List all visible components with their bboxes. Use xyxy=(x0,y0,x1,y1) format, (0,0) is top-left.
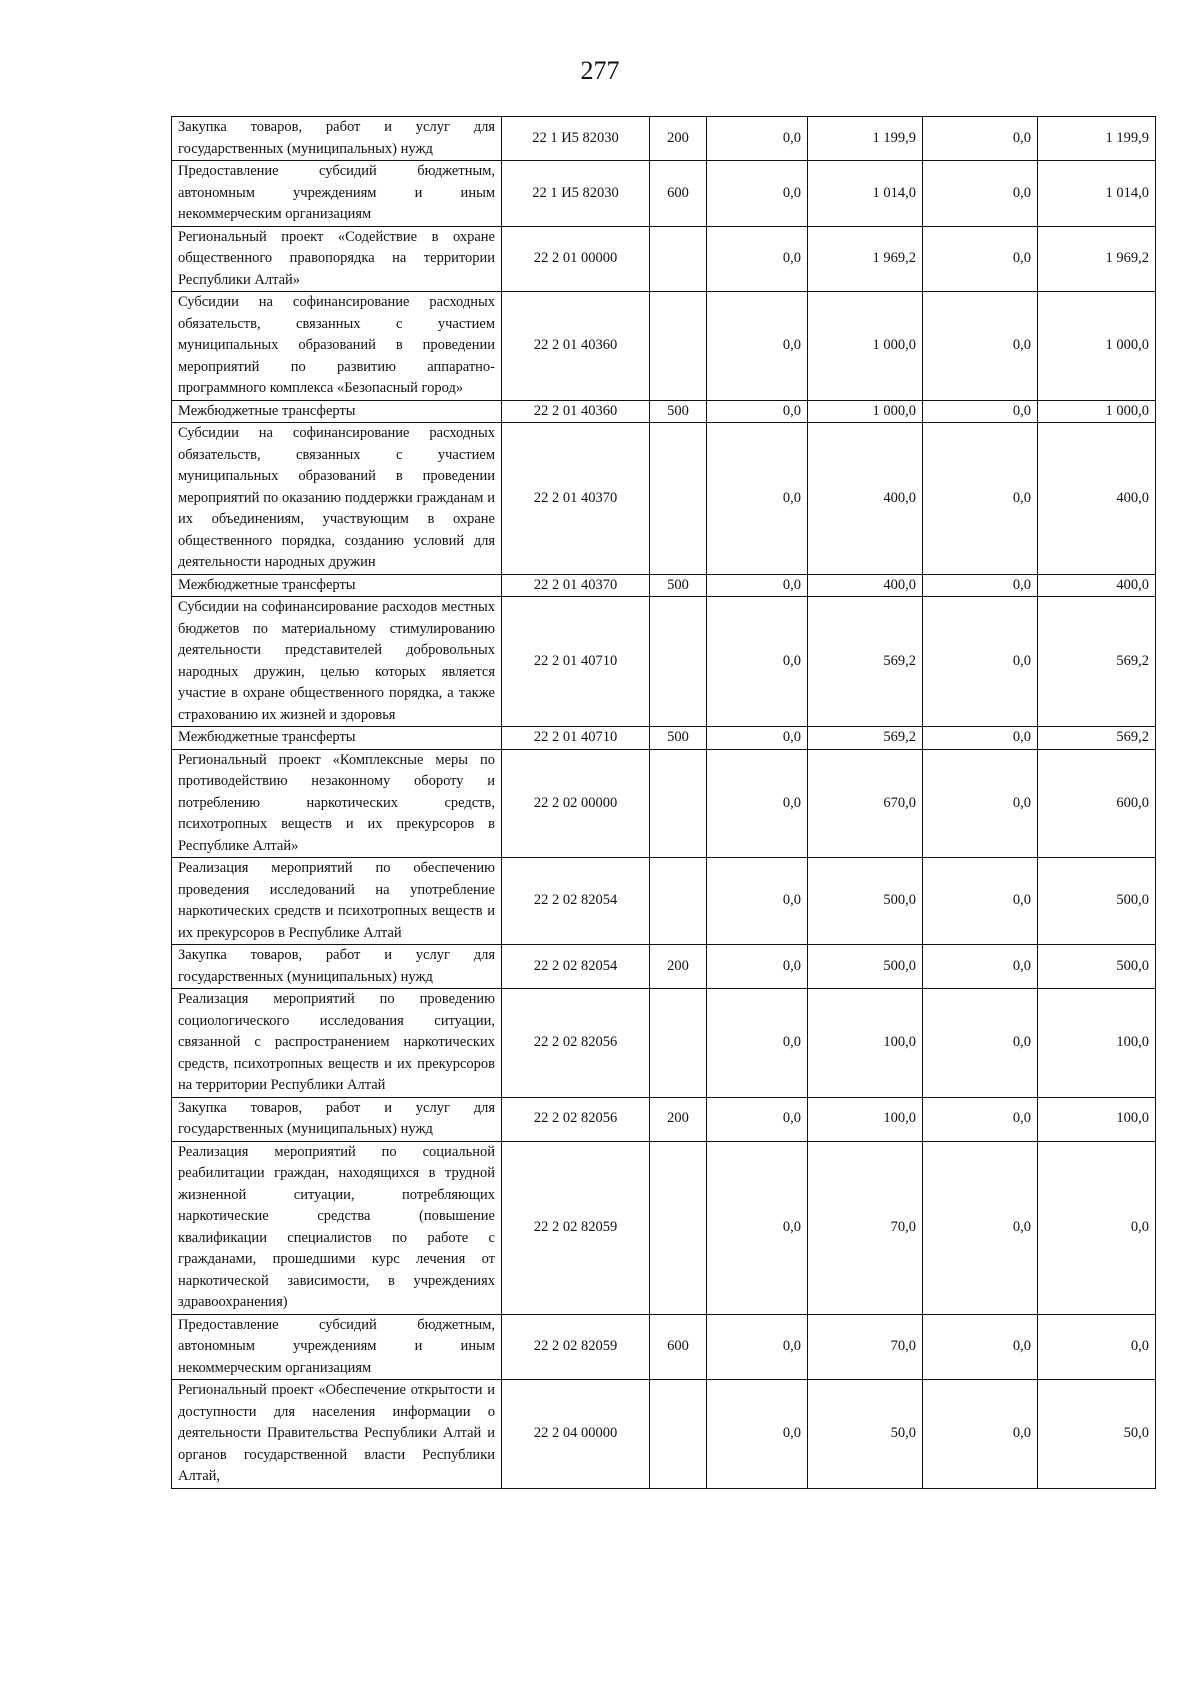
row-value-1-cell: 0,0 xyxy=(707,423,808,575)
row-value-4-cell: 1 199,9 xyxy=(1038,117,1156,161)
row-name-cell: Субсидии на софинансирование расходных обязательств, связанных с участием муниципальных образований в проведении мероприятий по развитию аппаратно-программного комплекса «Безопасный город» xyxy=(172,292,502,401)
row-value-4-cell: 1 000,0 xyxy=(1038,400,1156,423)
table-row xyxy=(172,1097,1156,1141)
row-value-1-cell: 0,0 xyxy=(707,945,808,989)
row-value-2-cell: 100,0 xyxy=(808,989,923,1098)
row-code-cell: 22 2 01 40360 xyxy=(502,292,650,401)
row-code-cell: 22 2 04 00000 xyxy=(502,1380,650,1489)
table-row xyxy=(172,749,1156,858)
row-expense-type-cell xyxy=(650,292,707,401)
row-value-2-cell: 1 000,0 xyxy=(808,292,923,401)
row-value-2-cell: 400,0 xyxy=(808,574,923,597)
row-value-2-cell: 1 969,2 xyxy=(808,226,923,292)
row-value-4-cell: 1 014,0 xyxy=(1038,161,1156,227)
row-value-4-cell: 400,0 xyxy=(1038,574,1156,597)
row-value-2-cell: 569,2 xyxy=(808,597,923,727)
row-value-3-cell: 0,0 xyxy=(923,117,1038,161)
table-row xyxy=(172,400,1156,423)
row-expense-type-cell xyxy=(650,1141,707,1314)
row-name-cell: Субсидии на софинансирование расходных обязательств, связанных с участием муниципальных образований в проведении мероприятий по оказанию поддержки гражданам и их объединениям, участвующим в охране общественного порядка, созданию условий для деятельности народных дружин xyxy=(172,423,502,575)
row-value-4-cell: 0,0 xyxy=(1038,1314,1156,1380)
row-value-1-cell: 0,0 xyxy=(707,858,808,945)
row-code-cell: 22 1 И5 82030 xyxy=(502,117,650,161)
row-value-3-cell: 0,0 xyxy=(923,292,1038,401)
budget-table xyxy=(171,116,1156,1489)
row-expense-type-cell xyxy=(650,858,707,945)
row-code-cell: 22 2 01 40710 xyxy=(502,597,650,727)
row-value-1-cell: 0,0 xyxy=(707,117,808,161)
row-value-3-cell: 0,0 xyxy=(923,727,1038,750)
row-value-3-cell: 0,0 xyxy=(923,945,1038,989)
row-expense-type-cell xyxy=(650,423,707,575)
row-value-3-cell: 0,0 xyxy=(923,749,1038,858)
table-row xyxy=(172,117,1156,161)
row-value-4-cell: 600,0 xyxy=(1038,749,1156,858)
row-name-cell: Субсидии на софинансирование расходов местных бюджетов по материальному стимулированию деятельности представителей добровольных народных дружин, целью которых является участие в охране общественного порядка, а также страхованию их жизней и здоровья xyxy=(172,597,502,727)
row-name-cell: Межбюджетные трансферты xyxy=(172,400,502,423)
row-code-cell: 22 2 02 82056 xyxy=(502,989,650,1098)
row-value-1-cell: 0,0 xyxy=(707,1097,808,1141)
row-expense-type-cell xyxy=(650,226,707,292)
row-value-2-cell: 100,0 xyxy=(808,1097,923,1141)
row-code-cell: 22 2 01 00000 xyxy=(502,226,650,292)
row-value-2-cell: 1 014,0 xyxy=(808,161,923,227)
table-row xyxy=(172,597,1156,727)
row-value-4-cell: 569,2 xyxy=(1038,597,1156,727)
row-value-1-cell: 0,0 xyxy=(707,574,808,597)
row-value-1-cell: 0,0 xyxy=(707,400,808,423)
row-name-cell: Межбюджетные трансферты xyxy=(172,574,502,597)
page-number: 277 xyxy=(580,56,620,85)
row-value-2-cell: 670,0 xyxy=(808,749,923,858)
table-row xyxy=(172,1380,1156,1489)
table-row xyxy=(172,226,1156,292)
row-expense-type-cell xyxy=(650,1380,707,1489)
row-value-3-cell: 0,0 xyxy=(923,161,1038,227)
row-value-4-cell: 569,2 xyxy=(1038,727,1156,750)
row-name-cell: Предоставление субсидий бюджетным, автономным учреждениям и иным некоммерческим организациям xyxy=(172,1314,502,1380)
row-value-1-cell: 0,0 xyxy=(707,597,808,727)
row-value-2-cell: 70,0 xyxy=(808,1314,923,1380)
row-name-cell: Региональный проект «Комплексные меры по противодействию незаконному обороту и потреблению наркотических средств, психотропных веществ и их прекурсоров в Республике Алтай» xyxy=(172,749,502,858)
row-code-cell: 22 2 02 82059 xyxy=(502,1141,650,1314)
table-row xyxy=(172,423,1156,575)
row-value-3-cell: 0,0 xyxy=(923,1380,1038,1489)
row-expense-type-cell: 200 xyxy=(650,117,707,161)
row-expense-type-cell: 200 xyxy=(650,945,707,989)
row-value-3-cell: 0,0 xyxy=(923,400,1038,423)
row-expense-type-cell: 500 xyxy=(650,574,707,597)
row-value-1-cell: 0,0 xyxy=(707,292,808,401)
row-value-4-cell: 1 000,0 xyxy=(1038,292,1156,401)
table-row xyxy=(172,945,1156,989)
row-name-cell: Закупка товаров, работ и услуг для государственных (муниципальных) нужд xyxy=(172,945,502,989)
row-value-1-cell: 0,0 xyxy=(707,226,808,292)
row-code-cell: 22 2 02 82056 xyxy=(502,1097,650,1141)
row-name-cell: Предоставление субсидий бюджетным, автономным учреждениям и иным некоммерческим организациям xyxy=(172,161,502,227)
row-expense-type-cell xyxy=(650,597,707,727)
row-code-cell: 22 2 02 00000 xyxy=(502,749,650,858)
row-name-cell: Межбюджетные трансферты xyxy=(172,727,502,750)
row-code-cell: 22 2 01 40710 xyxy=(502,727,650,750)
row-name-cell: Региональный проект «Содействие в охране общественного правопорядка на территории Республики Алтай» xyxy=(172,226,502,292)
row-code-cell: 22 1 И5 82030 xyxy=(502,161,650,227)
row-value-1-cell: 0,0 xyxy=(707,1141,808,1314)
row-value-2-cell: 50,0 xyxy=(808,1380,923,1489)
table-row xyxy=(172,1141,1156,1314)
row-value-4-cell: 1 969,2 xyxy=(1038,226,1156,292)
row-value-3-cell: 0,0 xyxy=(923,1097,1038,1141)
row-code-cell: 22 2 01 40370 xyxy=(502,574,650,597)
row-value-3-cell: 0,0 xyxy=(923,226,1038,292)
table-row xyxy=(172,292,1156,401)
row-value-2-cell: 1 000,0 xyxy=(808,400,923,423)
row-code-cell: 22 2 02 82054 xyxy=(502,858,650,945)
row-value-3-cell: 0,0 xyxy=(923,989,1038,1098)
row-value-2-cell: 1 199,9 xyxy=(808,117,923,161)
row-expense-type-cell xyxy=(650,749,707,858)
row-value-2-cell: 70,0 xyxy=(808,1141,923,1314)
row-name-cell: Закупка товаров, работ и услуг для государственных (муниципальных) нужд xyxy=(172,1097,502,1141)
row-value-3-cell: 0,0 xyxy=(923,1314,1038,1380)
row-value-1-cell: 0,0 xyxy=(707,1314,808,1380)
row-value-1-cell: 0,0 xyxy=(707,1380,808,1489)
table-row xyxy=(172,574,1156,597)
table-row xyxy=(172,161,1156,227)
row-value-3-cell: 0,0 xyxy=(923,423,1038,575)
row-name-cell: Региональный проект «Обеспечение открытости и доступности для населения информации о деятельности Правительства Республики Алтай и органов государственной власти Республики Алтай, xyxy=(172,1380,502,1489)
row-value-1-cell: 0,0 xyxy=(707,727,808,750)
row-code-cell: 22 2 02 82059 xyxy=(502,1314,650,1380)
row-value-4-cell: 500,0 xyxy=(1038,945,1156,989)
row-name-cell: Закупка товаров, работ и услуг для государственных (муниципальных) нужд xyxy=(172,117,502,161)
row-value-1-cell: 0,0 xyxy=(707,989,808,1098)
row-expense-type-cell: 600 xyxy=(650,1314,707,1380)
row-value-4-cell: 100,0 xyxy=(1038,989,1156,1098)
table-row xyxy=(172,727,1156,750)
row-value-4-cell: 100,0 xyxy=(1038,1097,1156,1141)
row-expense-type-cell xyxy=(650,989,707,1098)
row-value-1-cell: 0,0 xyxy=(707,161,808,227)
table-row xyxy=(172,858,1156,945)
row-value-4-cell: 500,0 xyxy=(1038,858,1156,945)
row-expense-type-cell: 500 xyxy=(650,400,707,423)
row-expense-type-cell: 600 xyxy=(650,161,707,227)
row-value-3-cell: 0,0 xyxy=(923,858,1038,945)
row-value-1-cell: 0,0 xyxy=(707,749,808,858)
row-value-3-cell: 0,0 xyxy=(923,597,1038,727)
row-code-cell: 22 2 01 40360 xyxy=(502,400,650,423)
row-expense-type-cell: 500 xyxy=(650,727,707,750)
row-code-cell: 22 2 02 82054 xyxy=(502,945,650,989)
row-value-3-cell: 0,0 xyxy=(923,1141,1038,1314)
row-value-2-cell: 500,0 xyxy=(808,945,923,989)
row-value-4-cell: 50,0 xyxy=(1038,1380,1156,1489)
budget-table-body xyxy=(172,117,1156,1489)
row-value-4-cell: 0,0 xyxy=(1038,1141,1156,1314)
row-value-4-cell: 400,0 xyxy=(1038,423,1156,575)
row-name-cell: Реализация мероприятий по обеспечению проведения исследований на употребление наркотических средств и психотропных веществ и их прекурсоров в Республике Алтай xyxy=(172,858,502,945)
row-name-cell: Реализация мероприятий по социальной реабилитации граждан, находящихся в трудной жизненной ситуации, потребляющих наркотические средства (повышение квалификации специалистов по работе с гражданами, прошедшими курс лечения от наркотической зависимости, в учреждениях здравоохранения) xyxy=(172,1141,502,1314)
table-row xyxy=(172,1314,1156,1380)
table-row xyxy=(172,989,1156,1098)
row-expense-type-cell: 200 xyxy=(650,1097,707,1141)
row-value-3-cell: 0,0 xyxy=(923,574,1038,597)
row-value-2-cell: 400,0 xyxy=(808,423,923,575)
row-name-cell: Реализация мероприятий по проведению социологического исследования ситуации, связанной с распространением наркотических средств, психотропных веществ и их прекурсоров на территории Республики Алтай xyxy=(172,989,502,1098)
row-value-2-cell: 569,2 xyxy=(808,727,923,750)
row-value-2-cell: 500,0 xyxy=(808,858,923,945)
row-code-cell: 22 2 01 40370 xyxy=(502,423,650,575)
